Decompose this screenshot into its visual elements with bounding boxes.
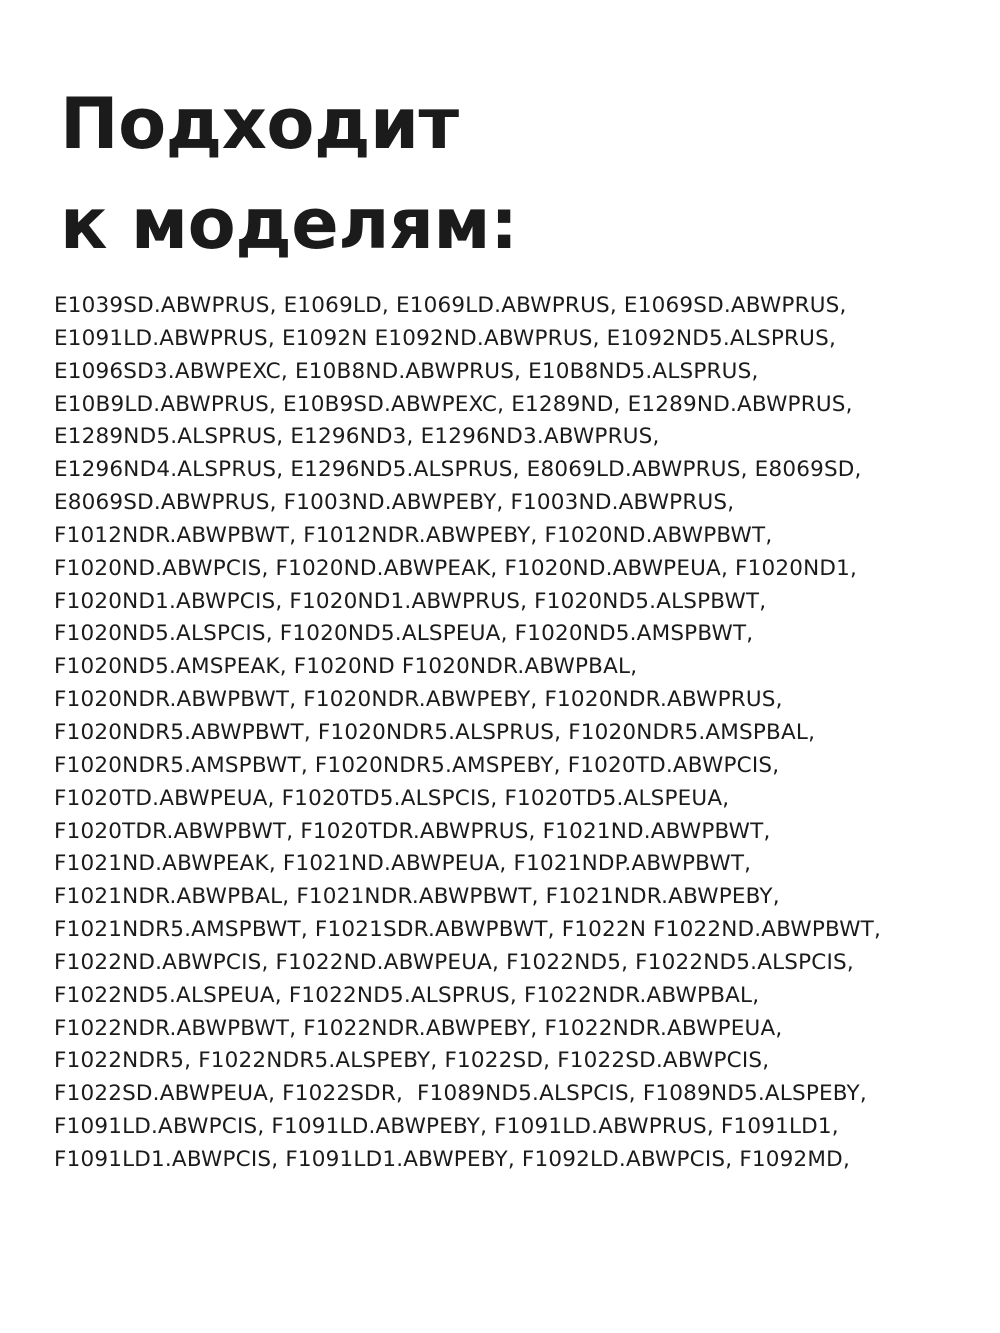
model-list-line: F1020NDR5.ABWPBWT, F1020NDR5.ALSPRUS, F1020NDR5.AMSPBAL,	[54, 719, 816, 745]
model-list-line: F1021ND.ABWPEAK, F1021ND.ABWPEUA, F1021NDP.ABWPBWT,	[54, 851, 752, 877]
page-title-line-1: Подходит	[60, 83, 459, 165]
model-list-line: F1091LD1.ABWPCIS, F1091LD1.ABWPEBY, F1092LD.ABWPCIS, F1092MD,	[54, 1146, 850, 1172]
model-list-line: F1020TDR.ABWPBWT, F1020TDR.ABWPRUS, F1021ND.ABWPBWT,	[54, 818, 771, 844]
page-title-line-2: к моделям:	[60, 183, 518, 265]
model-list-line: F1020ND5.ALSPCIS, F1020ND5.ALSPEUA, F1020ND5.AMSPBWT,	[54, 621, 754, 647]
model-list-line: F1022ND.ABWPCIS, F1022ND.ABWPEUA, F1022ND5, F1022ND5.ALSPCIS,	[54, 949, 854, 975]
page-title	[60, 74, 518, 274]
model-list-line: E8069SD.ABWPRUS, F1003ND.ABWPEBY, F1003ND.ABWPRUS,	[54, 490, 735, 516]
model-list-line: F1012NDR.ABWPBWT, F1012NDR.ABWPEBY, F1020ND.ABWPBWT,	[54, 522, 773, 548]
model-list-line: E10B9LD.ABWPRUS, E10B9SD.ABWPEXC, E1289ND, E1289ND.ABWPRUS,	[54, 391, 853, 417]
model-list-line: E1296ND4.ALSPRUS, E1296ND5.ALSPRUS, E8069LD.ABWPRUS, E8069SD,	[54, 457, 862, 483]
model-list-line: F1021NDR.ABWPBAL, F1021NDR.ABWPBWT, F1021NDR.ABWPEBY,	[54, 884, 780, 910]
model-list-line: F1020ND1.ABWPCIS, F1020ND1.ABWPRUS, F1020ND5.ALSPBWT,	[54, 588, 767, 614]
model-list-line: E1039SD.ABWPRUS, E1069LD, E1069LD.ABWPRUS, E1069SD.ABWPRUS,	[54, 293, 847, 318]
model-list-line: F1022ND5.ALSPEUA, F1022ND5.ALSPRUS, F1022NDR.ABWPBAL,	[54, 982, 760, 1008]
model-list	[54, 290, 984, 1210]
model-list-line: F1022SD.ABWPEUA, F1022SDR, F1089ND5.ALSPCIS, F1089ND5.ALSPEBY,	[54, 1081, 867, 1107]
model-list-line: E1096SD3.ABWPEXC, E10B8ND.ABWPRUS, E10B8ND5.ALSPRUS,	[54, 358, 759, 384]
model-list-line: F1020NDR5.AMSPBWT, F1020NDR5.AMSPEBY, F1020TD.ABWPCIS,	[54, 752, 780, 778]
model-list-line: F1020NDR.ABWPBWT, F1020NDR.ABWPEBY, F1020NDR.ABWPRUS,	[54, 687, 783, 713]
model-list-line	[54, 1177, 984, 1210]
model-list-line: F1022NDR5, F1022NDR5.ALSPEBY, F1022SD, F1022SD.ABWPCIS,	[54, 1048, 770, 1074]
model-list-line: F1020TD.ABWPEUA, F1020TD5.ALSPCIS, F1020TD5.ALSPEUA,	[54, 785, 730, 811]
model-list-line: E1091LD.ABWPRUS, E1092N E1092ND.ABWPRUS, E1092ND5.ALSPRUS,	[54, 325, 836, 351]
model-list-line: F1091LD.ABWPCIS, F1091LD.ABWPEBY, F1091LD.ABWPRUS, F1091LD1,	[54, 1114, 839, 1140]
model-list-line: E1289ND5.ALSPRUS, E1296ND3, E1296ND3.ABWPRUS,	[54, 424, 660, 450]
model-list-line: F1020ND5.AMSPEAK, F1020ND F1020NDR.ABWPBAL,	[54, 654, 638, 680]
model-list-line: F1020ND.ABWPCIS, F1020ND.ABWPEAK, F1020ND.ABWPEUA, F1020ND1,	[54, 555, 858, 581]
model-list-line: F1021NDR5.AMSPBWT, F1021SDR.ABWPBWT, F1022N F1022ND.ABWPBWT,	[54, 917, 882, 943]
model-list-line: F1022NDR.ABWPBWT, F1022NDR.ABWPEBY, F1022NDR.ABWPEUA,	[54, 1015, 783, 1041]
